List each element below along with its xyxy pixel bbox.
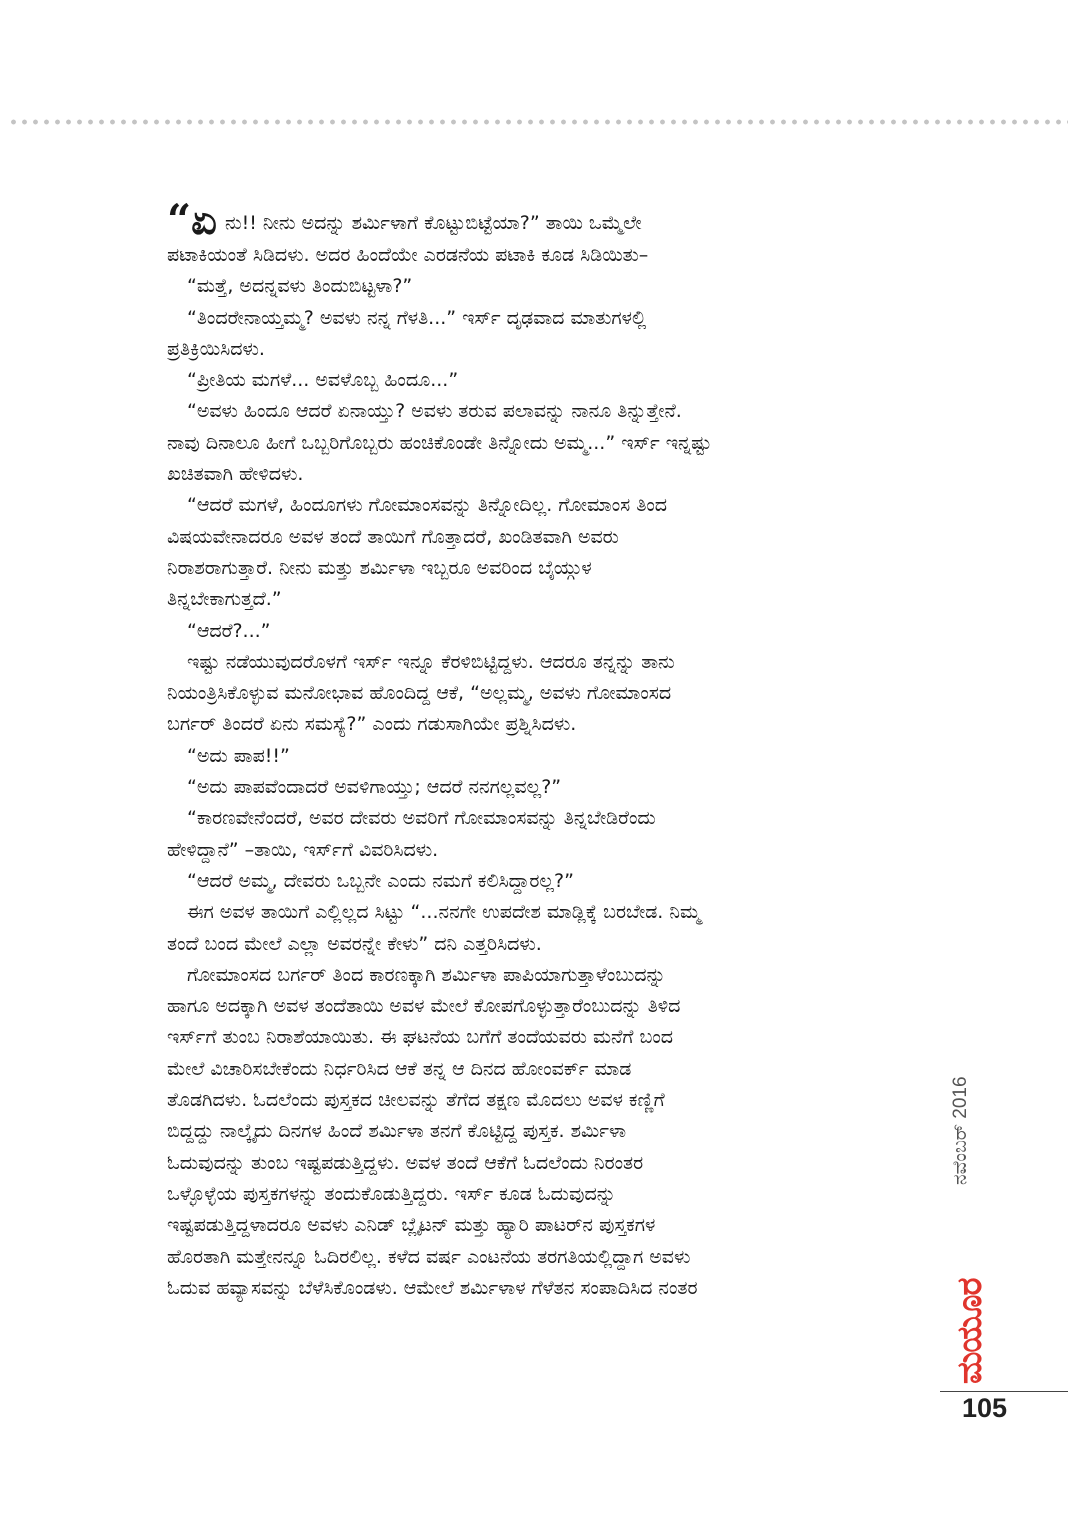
text-line: “ತಿಂದರೇನಾಯ್ತಮ್ಮ? ಅವಳು ನನ್ನ ಗೆಳತಿ...” ಇರ್ಸ್ ದೃಢವಾದ ಮಾತುಗಳಲ್ಲಿ xyxy=(187,306,647,329)
page-number: 105 xyxy=(962,1393,1008,1423)
dotted-divider xyxy=(8,118,1068,126)
text-line: “ಆದರೆ ಮಗಳೆ, ಹಿಂದೂಗಳು ಗೋಮಾಂಸವನ್ನು ತಿನ್ನೋದಿಲ್ಲ. ಗೋಮಾಂಸ ತಿಂದ xyxy=(187,494,668,517)
text-line: “ಕಾರಣವೇನೆಂದರೆ, ಅವರ ದೇವರು ಅವರಿಗೆ ಗೋಮಾಂಸವನ್ನು ತಿನ್ನಬೇಡಿರೆಂದು xyxy=(187,807,656,830)
text-line: ಪ್ರತಿಕ್ರಿಯಿಸಿದಳು. xyxy=(167,337,265,360)
text-line: ಹೇಳಿದ್ದಾನೆ” –ತಾಯಿ, ಇರ್ಸ್‌ಗೆ ವಿವರಿಸಿದಳು. xyxy=(167,838,439,861)
text-line: ವಿಷಯವೇನಾದರೂ ಅವಳ ತಂದೆ ತಾಯಿಗೆ ಗೊತ್ತಾದರೆ, ಖಂಡಿತವಾಗಿ ಅವರು xyxy=(167,525,619,548)
text-line: ತಂದೆ ಬಂದ ಮೇಲೆ ಎಲ್ಲಾ ಅವರನ್ನೇ ಕೇಳು” ದನಿ ಎತ್ತರಿಸಿದಳು. xyxy=(167,932,542,955)
text-line: ಹೊರತಾಗಿ ಮತ್ತೇನನ್ನೂ ಓದಿರಲಿಲ್ಲ. ಕಳೆದ ವರ್ಷ ಎಂಟನೆಯ ತರಗತಿಯಲ್ಲಿದ್ದಾಗ ಅವಳು xyxy=(167,1245,691,1268)
text-line: ಬರ್ಗರ್ ತಿಂದರೆ ಏನು ಸಮಸ್ಯೆ?” ಎಂದು ಗಡುಸಾಗಿಯೇ ಪ್ರಶ್ನಿಸಿದಳು. xyxy=(167,713,577,736)
opening-line: “ಏ ನು!! ನೀನು ಅದನ್ನು ಶರ್ಮಿಳಾಗೆ ಕೊಟ್ಟುಬಿಟ್ಟೆಯಾ?” ತಾಯಿ ಒಮ್ಮೆಲೇ xyxy=(167,200,912,240)
text-line: “ಆದರೆ?...” xyxy=(187,619,271,642)
drop-cap: “ಏ xyxy=(167,200,217,240)
text-line: ಹಾಗೂ ಅದಕ್ಕಾಗಿ ಅವಳ ತಂದೆತಾಯಿ ಅವಳ ಮೇಲೆ ಕೋಪಗೊಳ್ಳುತ್ತಾರೆಂಬುದನ್ನು ತಿಳಿದ xyxy=(167,995,681,1018)
issue-date: ನವೆಂಬರ್ 2016 xyxy=(950,1076,971,1185)
text-line: ಇಷ್ಟಪಡುತ್ತಿದ್ದಳಾದರೂ ಅವಳು ಎನಿಡ್ ಬ್ಲೈಟನ್ ಮತ್ತು ಹ್ಯಾರಿ ಪಾಟರ್‌ನ ಪುಸ್ತಕಗಳ xyxy=(167,1214,656,1237)
text-line: “ಅವಳು ಹಿಂದೂ ಆದರೆ ಏನಾಯ್ತು? ಅವಳು ತರುವ ಪಲಾವನ್ನು ನಾನೂ ತಿನ್ನುತ್ತೇನೆ. xyxy=(187,400,682,423)
text-line: “ಪ್ರೀತಿಯ ಮಗಳೆ... ಅವಳೊಬ್ಬ ಹಿಂದೂ...” xyxy=(187,369,459,392)
text-line: “ಅದು ಪಾಪವೆಂದಾದರೆ ಅವಳಿಗಾಯ್ತು; ಆದರೆ ನನಗಲ್ಲವಲ್ಲ?” xyxy=(187,776,562,799)
article-body xyxy=(167,200,912,1304)
text-line: ಪಟಾಕಿಯಂತೆ ಸಿಡಿದಳು. ಅದರ ಹಿಂದೆಯೇ ಎರಡನೆಯ ಪಟಾಕಿ ಕೂಡ ಸಿಡಿಯಿತು– xyxy=(167,244,649,266)
text-line: ಮೇಲೆ ವಿಚಾರಿಸಬೇಕೆಂದು ನಿರ್ಧರಿಸಿದ ಆಕೆ ತನ್ನ ಆ ದಿನದ ಹೋಂವರ್ಕ್ ಮಾಡ xyxy=(167,1057,632,1080)
text-line: ಬಿದ್ದದ್ದು ನಾಲ್ಕೈದು ದಿನಗಳ ಹಿಂದೆ ಶರ್ಮಿಳಾ ತನಗೆ ಕೊಟ್ಟಿದ್ದ ಪುಸ್ತಕ. ಶರ್ಮಿಳಾ xyxy=(167,1120,627,1143)
page-number-rule xyxy=(940,1391,1068,1392)
text-line: ಇರ್ಸ್‌ಗೆ ತುಂಬ ನಿರಾಶೆಯಾಯಿತು. ಈ ಘಟನೆಯ ಬಗೆಗೆ ತಂದೆಯವರು ಮನೆಗೆ ಬಂದ xyxy=(167,1026,674,1049)
text-line: ಖಚಿತವಾಗಿ ಹೇಳಿದಳು. xyxy=(167,463,304,486)
text-line: ತೊಡಗಿದಳು. ಓದಲೆಂದು ಪುಸ್ತಕದ ಚೀಲವನ್ನು ತೆಗೆದ ತಕ್ಷಣ ಮೊದಲು ಅವಳ ಕಣ್ಣಿಗೆ xyxy=(167,1089,665,1112)
text-line: “ಅದು ಪಾಪ!!” xyxy=(187,744,290,767)
text-line: ಇಷ್ಟು ನಡೆಯುವುದರೊಳಗೆ ಇರ್ಸ್ ಇನ್ನೂ ಕೆರಳಿಬಿಟ್ಟಿದ್ದಳು. ಆದರೂ ತನ್ನನ್ನು ತಾನು xyxy=(187,650,675,673)
text-line: ತಿನ್ನಬೇಕಾಗುತ್ತದೆ.” xyxy=(167,588,282,611)
text-line: ನಾವು ದಿನಾಲೂ ಹೀಗೆ ಒಬ್ಬರಿಗೊಬ್ಬರು ಹಂಚಿಕೊಂಡೇ ತಿನ್ನೋದು ಅಮ್ಮ...” ಇರ್ಸ್ ಇನ್ನಷ್ಟು xyxy=(167,431,712,454)
text-line: “ಆದರೆ ಅಮ್ಮ, ದೇವರು ಒಬ್ಬನೇ ಎಂದು ನಮಗೆ ಕಲಿಸಿದ್ದಾರಲ್ಲ?” xyxy=(187,869,574,892)
magazine-logo: ಮಯೂರ xyxy=(950,1278,990,1384)
text-line: ನಿಯಂತ್ರಿಸಿಕೊಳ್ಳುವ ಮನೋಭಾವ ಹೊಂದಿದ್ದ ಆಕೆ, “ಅಲ್ಲಮ್ಮ, ಅವಳು ಗೋಮಾಂಸದ xyxy=(167,682,672,705)
text-line: ಒಳ್ಳೊಳ್ಳೆಯ ಪುಸ್ತಕಗಳನ್ನು ತಂದುಕೊಡುತ್ತಿದ್ದರು. ಇರ್ಸ್ ಕೂಡ ಓದುವುದನ್ನು xyxy=(167,1182,616,1205)
text-line: ನಿರಾಶರಾಗುತ್ತಾರೆ. ನೀನು ಮತ್ತು ಶರ್ಮಿಳಾ ಇಬ್ಬರೂ ಅವರಿಂದ ಬೈಯ್ಗುಳ xyxy=(167,556,592,579)
text-line: ಓದುವ ಹವ್ಯಾಸವನ್ನು ಬೆಳೆಸಿಕೊಂಡಳು. ಆಮೇಲೆ ಶರ್ಮಿಳಾಳ ಗೆಳೆತನ ಸಂಪಾದಿಸಿದ ನಂತರ xyxy=(167,1276,698,1299)
text-line: ಓದುವುದನ್ನು ತುಂಬ ಇಷ್ಟಪಡುತ್ತಿದ್ದಳು. ಅವಳ ತಂದೆ ಆಕೆಗೆ ಓದಲೆಂದು ನಿರಂತರ xyxy=(167,1151,644,1174)
text-line: ಗೋಮಾಂಸದ ಬರ್ಗರ್ ತಿಂದ ಕಾರಣಕ್ಕಾಗಿ ಶರ್ಮಿಳಾ ಪಾಪಿಯಾಗುತ್ತಾಳೆಂಬುದನ್ನು xyxy=(187,963,666,986)
text-line: “ಮತ್ತೆ, ಅದನ್ನವಳು ತಿಂದುಬಿಟ್ಟಳಾ?” xyxy=(187,275,413,298)
text-line: ಈಗ ಅವಳ ತಾಯಿಗೆ ಎಲ್ಲಿಲ್ಲದ ಸಿಟ್ಟು “...ನನಗೇ ಉಪದೇಶ ಮಾಡ್ಲಿಕ್ಕೆ ಬರಬೇಡ. ನಿಮ್ಮ xyxy=(187,901,701,924)
